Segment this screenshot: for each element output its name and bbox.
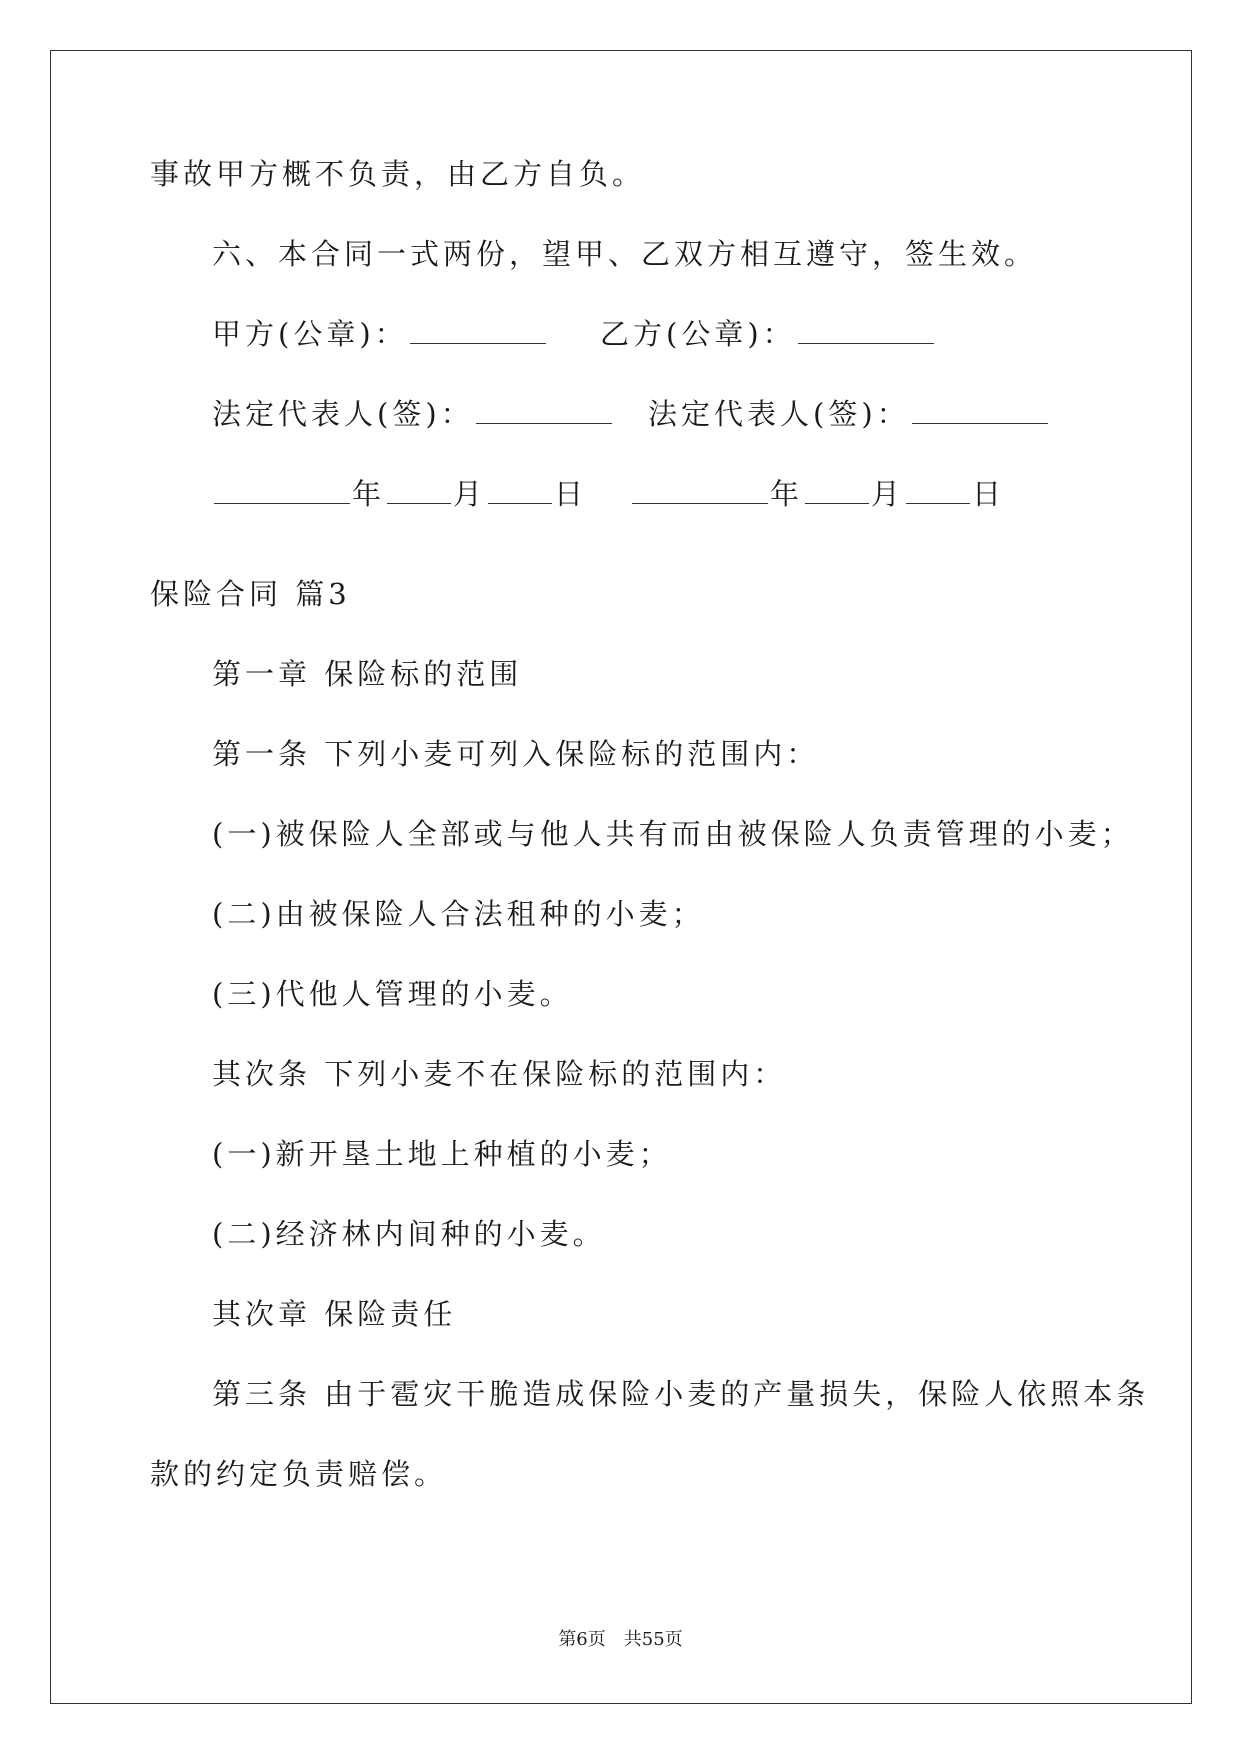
party-b-seal-label: 乙方(公章)： (600, 317, 796, 351)
day-label-b: 日 (972, 477, 1006, 511)
month-blank-b (805, 475, 869, 504)
page-number-footer: 第6页 共55页 (558, 1629, 683, 1650)
rep-a-label: 法定代表人(签)： (212, 397, 474, 431)
party-a-seal-blank (410, 315, 546, 344)
chapter-2-heading: 其次章 保险责任 (212, 1297, 457, 1331)
article-2-item-1: (一)新开垦土地上种植的小麦； (212, 1137, 672, 1171)
month-blank-a (387, 475, 451, 504)
party-b-seal-blank (798, 315, 934, 344)
rep-a-blank (476, 395, 612, 424)
article-1-item-2: (二)由被保险人合法租种的小麦； (212, 897, 705, 931)
body-line-2: 六、本合同一式两份，望甲、乙双方相互遵守，签生效。 (212, 237, 1038, 271)
year-label-a: 年 (352, 477, 386, 511)
article-2: 其次条 下列小麦不在保险标的范围内： (212, 1057, 787, 1091)
month-label-b: 月 (871, 477, 905, 511)
year-label-b: 年 (770, 477, 804, 511)
article-1-item-3: (三)代他人管理的小麦。 (212, 977, 573, 1011)
body-line-1: 事故甲方概不负责，由乙方自负。 (150, 157, 646, 191)
party-a-seal-label: 甲方(公章)： (212, 317, 408, 351)
date-row-a (212, 474, 587, 514)
article-1: 第一条 下列小麦可列入保险标的范围内： (212, 737, 820, 771)
day-blank-b (906, 475, 970, 504)
article-2-item-2: (二)经济林内间种的小麦。 (212, 1217, 606, 1251)
rep-b-label: 法定代表人(签)： (648, 397, 910, 431)
year-blank-a (214, 475, 350, 504)
article-3-line-2: 款的约定负责赔偿。 (150, 1457, 448, 1491)
month-label-a: 月 (453, 477, 487, 511)
rep-b-blank (912, 395, 1048, 424)
article-3-line-1: 第三条 由于雹灾干脆造成保险小麦的产量损失，保险人依照本条 (212, 1377, 1150, 1411)
signature-seal-row-b (600, 314, 936, 354)
signature-seal-row (212, 314, 548, 354)
section-heading: 保险合同 篇3 (150, 577, 351, 611)
date-row-b (630, 474, 1005, 514)
signature-rep-row-b (648, 394, 1050, 434)
signature-rep-row (212, 394, 614, 434)
chapter-1-heading: 第一章 保险标的范围 (212, 657, 523, 691)
year-blank-b (632, 475, 768, 504)
day-label-a: 日 (554, 477, 588, 511)
day-blank-a (488, 475, 552, 504)
article-1-item-1: (一)被保险人全部或与他人共有而由被保险人负责管理的小麦； (212, 817, 1134, 851)
